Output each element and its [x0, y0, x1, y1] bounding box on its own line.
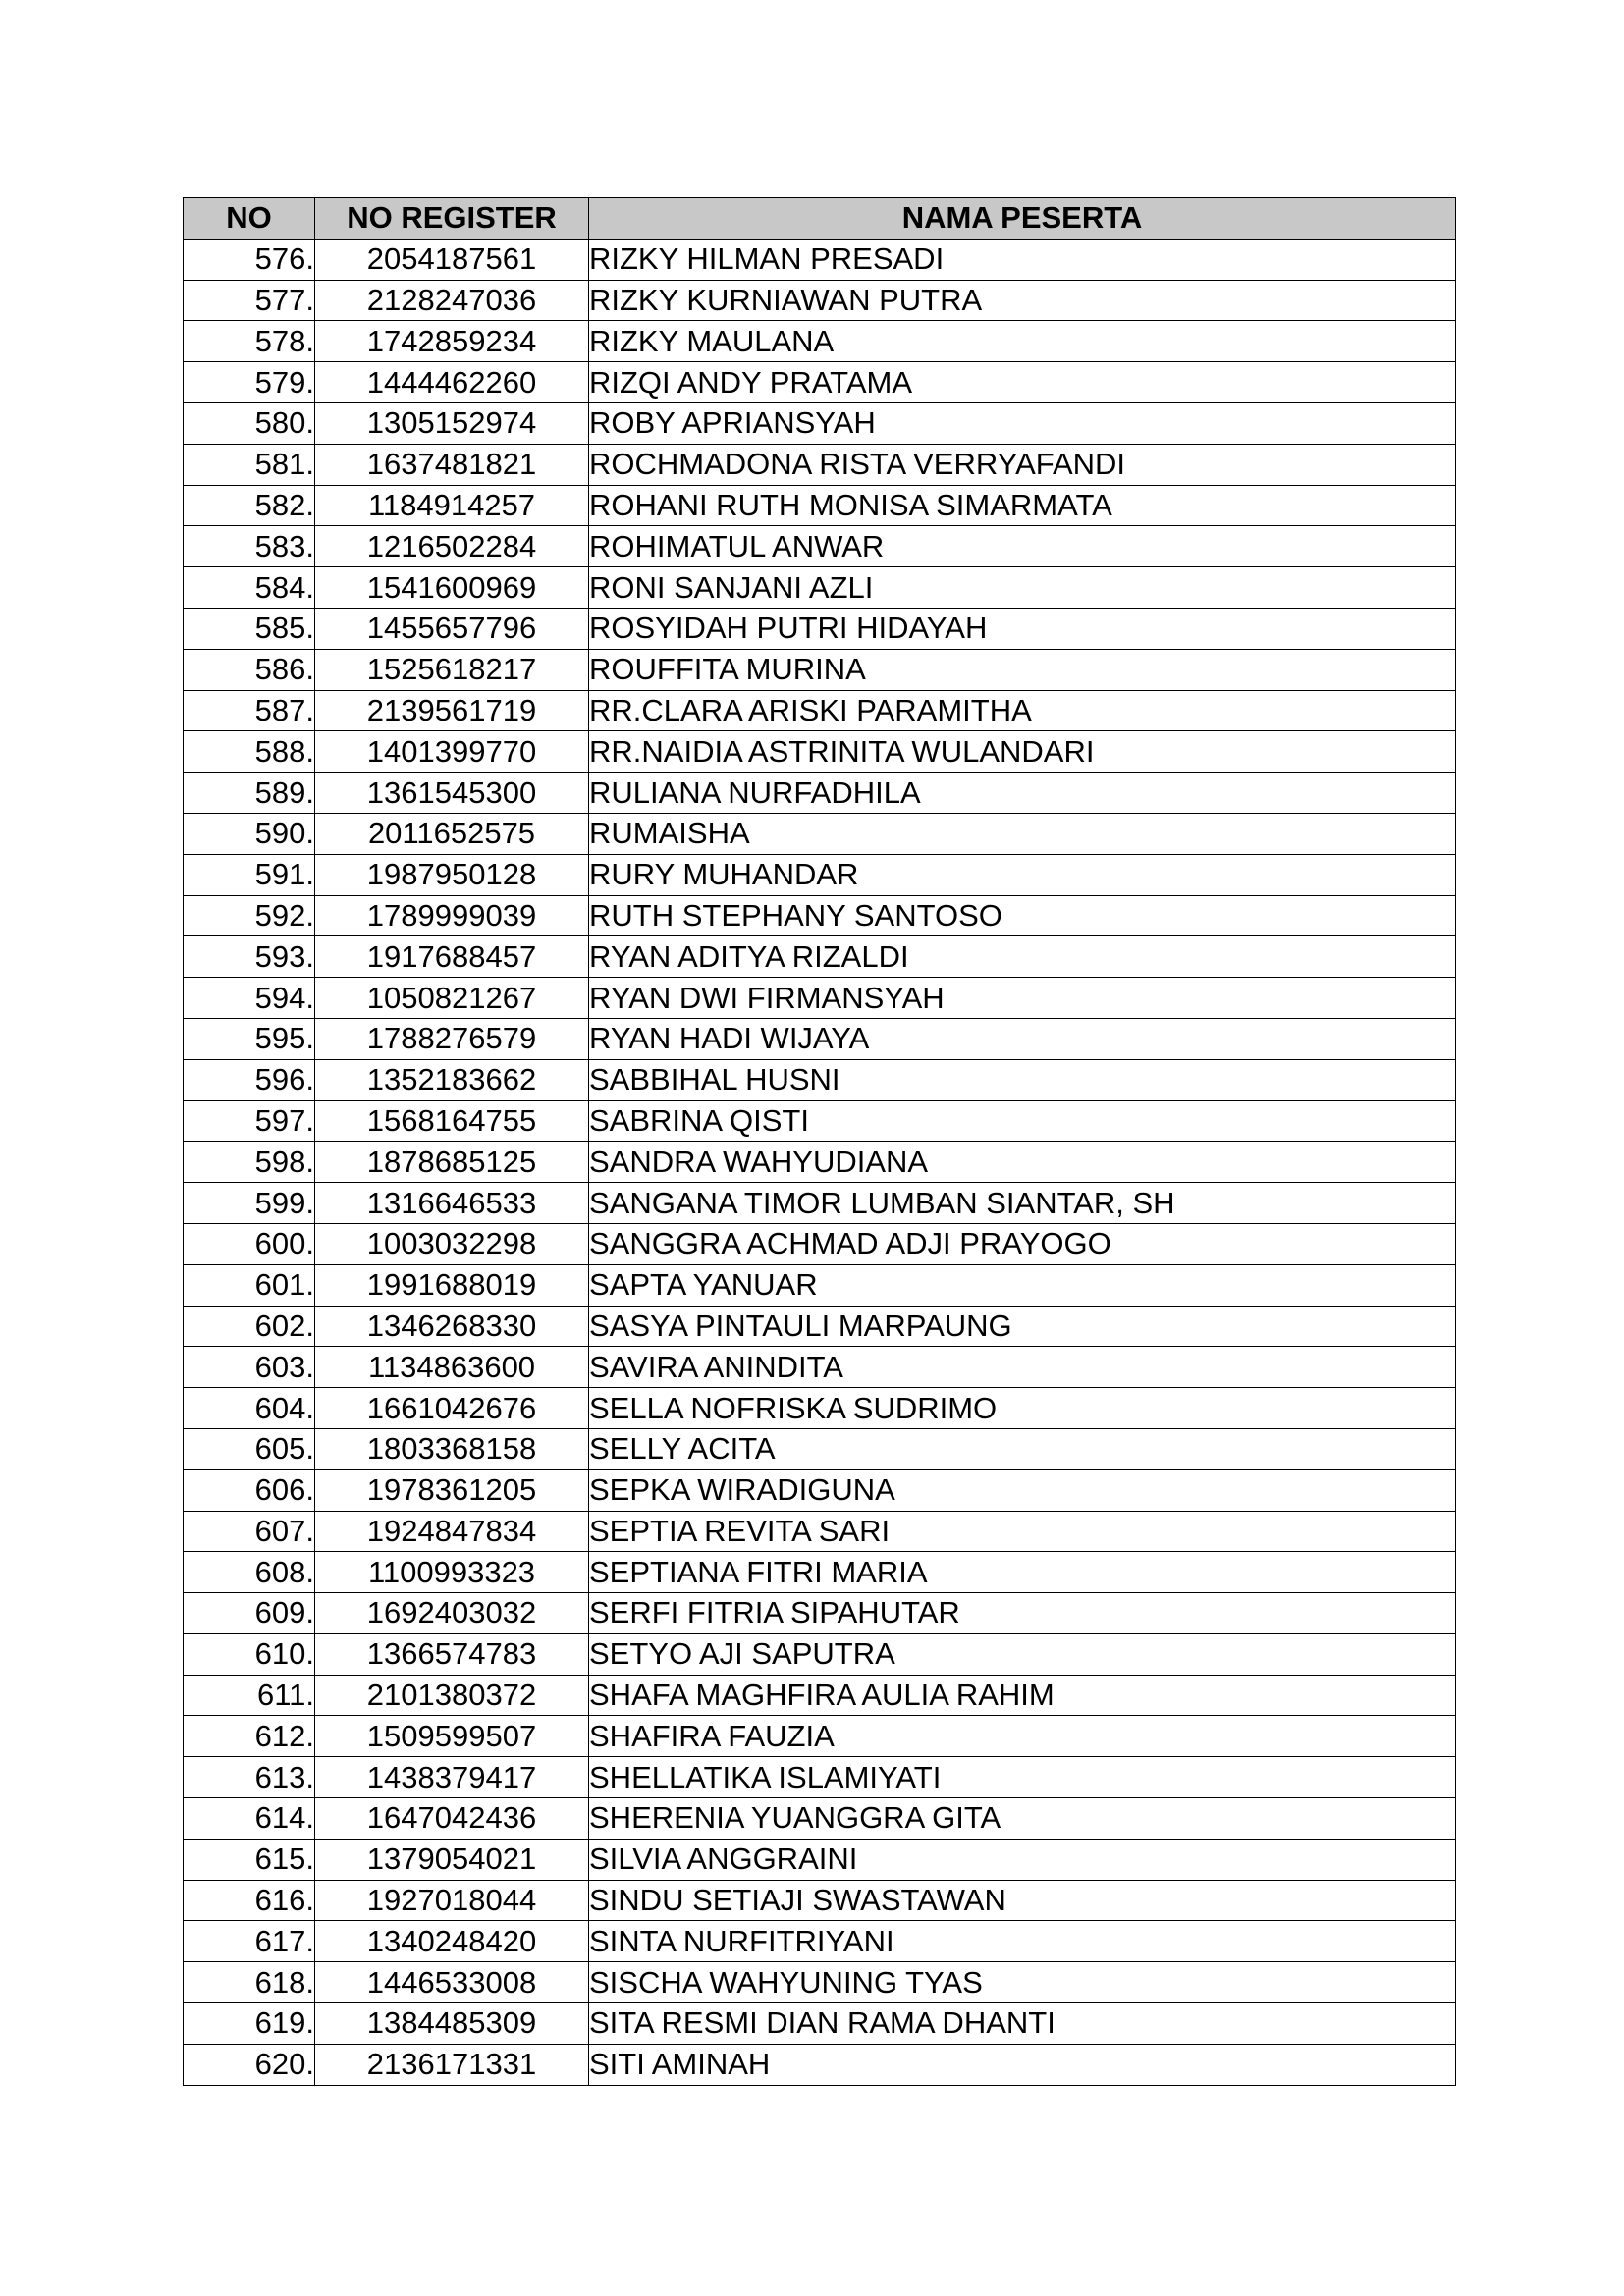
- row-no-cell: 579.: [184, 362, 315, 403]
- row-register-cell: 1316646533: [315, 1183, 589, 1224]
- row-no-cell: 591.: [184, 854, 315, 895]
- row-register-cell: 1978361205: [315, 1469, 589, 1511]
- row-register-cell: 1924847834: [315, 1511, 589, 1552]
- table-row: [184, 526, 1456, 567]
- row-no-cell: 588.: [184, 731, 315, 773]
- row-no-cell: 595.: [184, 1018, 315, 1059]
- row-register-cell: 2011652575: [315, 813, 589, 854]
- row-name-cell: ROHIMATUL ANWAR: [589, 526, 1456, 567]
- row-no-cell: 618.: [184, 1962, 315, 2003]
- table-row: [184, 1716, 1456, 1757]
- row-no-cell: 576.: [184, 239, 315, 280]
- table-row: [184, 2003, 1456, 2045]
- row-name-cell: SHAFIRA FAUZIA: [589, 1716, 1456, 1757]
- table-row: [184, 1798, 1456, 1840]
- header-no: NO: [184, 198, 315, 240]
- row-name-cell: SETYO AJI SAPUTRA: [589, 1633, 1456, 1675]
- row-no-cell: 602.: [184, 1306, 315, 1347]
- row-no-cell: 613.: [184, 1757, 315, 1798]
- row-name-cell: RYAN HADI WIJAYA: [589, 1018, 1456, 1059]
- row-no-cell: 585.: [184, 608, 315, 649]
- table-row: [184, 1223, 1456, 1264]
- row-register-cell: 1134863600: [315, 1347, 589, 1388]
- row-register-cell: 2101380372: [315, 1675, 589, 1716]
- row-register-cell: 1003032298: [315, 1223, 589, 1264]
- table-row: [184, 773, 1456, 814]
- row-name-cell: SANGANA TIMOR LUMBAN SIANTAR, SH: [589, 1183, 1456, 1224]
- table-row: [184, 1059, 1456, 1100]
- row-name-cell: RR.NAIDIA ASTRINITA WULANDARI: [589, 731, 1456, 773]
- row-name-cell: RIZKY MAULANA: [589, 321, 1456, 362]
- table-row: [184, 936, 1456, 978]
- row-name-cell: SINDU SETIAJI SWASTAWAN: [589, 1880, 1456, 1921]
- header-name: NAMA PESERTA: [589, 198, 1456, 240]
- row-register-cell: 1987950128: [315, 854, 589, 895]
- table-row: [184, 1593, 1456, 1634]
- row-register-cell: 1216502284: [315, 526, 589, 567]
- row-no-cell: 580.: [184, 402, 315, 444]
- row-register-cell: 1455657796: [315, 608, 589, 649]
- table-row: [184, 731, 1456, 773]
- row-name-cell: RIZKY HILMAN PRESADI: [589, 239, 1456, 280]
- row-register-cell: 1541600969: [315, 567, 589, 609]
- row-name-cell: SAPTA YANUAR: [589, 1264, 1456, 1306]
- row-register-cell: 1366574783: [315, 1633, 589, 1675]
- table-row: [184, 1428, 1456, 1469]
- row-name-cell: SELLA NOFRISKA SUDRIMO: [589, 1388, 1456, 1429]
- table-row: [184, 1018, 1456, 1059]
- row-no-cell: 598.: [184, 1142, 315, 1183]
- row-name-cell: SHELLATIKA ISLAMIYATI: [589, 1757, 1456, 1798]
- table-row: [184, 444, 1456, 485]
- row-register-cell: 1100993323: [315, 1552, 589, 1593]
- table-row: [184, 1633, 1456, 1675]
- row-register-cell: 1661042676: [315, 1388, 589, 1429]
- row-register-cell: 1525618217: [315, 649, 589, 690]
- row-no-cell: 603.: [184, 1347, 315, 1388]
- row-name-cell: SABBIHAL HUSNI: [589, 1059, 1456, 1100]
- row-no-cell: 617.: [184, 1921, 315, 1962]
- table-body: [184, 239, 1456, 2085]
- row-name-cell: SASYA PINTAULI MARPAUNG: [589, 1306, 1456, 1347]
- table-row: [184, 813, 1456, 854]
- table-row: [184, 1880, 1456, 1921]
- row-no-cell: 578.: [184, 321, 315, 362]
- row-no-cell: 597.: [184, 1100, 315, 1142]
- row-no-cell: 620.: [184, 2044, 315, 2085]
- row-name-cell: RURY MUHANDAR: [589, 854, 1456, 895]
- row-register-cell: 1917688457: [315, 936, 589, 978]
- table-row: [184, 1142, 1456, 1183]
- row-name-cell: RUMAISHA: [589, 813, 1456, 854]
- row-name-cell: RR.CLARA ARISKI PARAMITHA: [589, 690, 1456, 731]
- table-row: [184, 1100, 1456, 1142]
- table-row: [184, 567, 1456, 609]
- row-name-cell: RIZKY KURNIAWAN PUTRA: [589, 280, 1456, 321]
- row-register-cell: 1647042436: [315, 1798, 589, 1840]
- row-no-cell: 615.: [184, 1839, 315, 1880]
- row-name-cell: SITI AMINAH: [589, 2044, 1456, 2085]
- table-row: [184, 1388, 1456, 1429]
- table-row: [184, 1921, 1456, 1962]
- row-name-cell: SANGGRA ACHMAD ADJI PRAYOGO: [589, 1223, 1456, 1264]
- row-no-cell: 614.: [184, 1798, 315, 1840]
- row-no-cell: 619.: [184, 2003, 315, 2045]
- row-name-cell: ROUFFITA MURINA: [589, 649, 1456, 690]
- row-no-cell: 607.: [184, 1511, 315, 1552]
- row-register-cell: 1361545300: [315, 773, 589, 814]
- row-no-cell: 583.: [184, 526, 315, 567]
- table-row: [184, 239, 1456, 280]
- row-name-cell: ROHANI RUTH MONISA SIMARMATA: [589, 485, 1456, 526]
- row-register-cell: 1346268330: [315, 1306, 589, 1347]
- row-register-cell: 1384485309: [315, 2003, 589, 2045]
- row-register-cell: 1637481821: [315, 444, 589, 485]
- row-name-cell: SINTA NURFITRIYANI: [589, 1921, 1456, 1962]
- row-no-cell: 616.: [184, 1880, 315, 1921]
- row-no-cell: 593.: [184, 936, 315, 978]
- row-name-cell: RYAN DWI FIRMANSYAH: [589, 978, 1456, 1019]
- row-name-cell: RULIANA NURFADHILA: [589, 773, 1456, 814]
- row-register-cell: 1568164755: [315, 1100, 589, 1142]
- row-name-cell: SANDRA WAHYUDIANA: [589, 1142, 1456, 1183]
- row-no-cell: 600.: [184, 1223, 315, 1264]
- row-name-cell: SAVIRA ANINDITA: [589, 1347, 1456, 1388]
- row-register-cell: 1444462260: [315, 362, 589, 403]
- table-header: [184, 198, 1456, 240]
- table-row: [184, 1306, 1456, 1347]
- row-no-cell: 594.: [184, 978, 315, 1019]
- row-register-cell: 2136171331: [315, 2044, 589, 2085]
- row-name-cell: RIZQI ANDY PRATAMA: [589, 362, 1456, 403]
- row-register-cell: 2054187561: [315, 239, 589, 280]
- row-name-cell: ROCHMADONA RISTA VERRYAFANDI: [589, 444, 1456, 485]
- row-no-cell: 604.: [184, 1388, 315, 1429]
- table-row: [184, 485, 1456, 526]
- row-name-cell: SHERENIA YUANGGRA GITA: [589, 1798, 1456, 1840]
- row-name-cell: RYAN ADITYA RIZALDI: [589, 936, 1456, 978]
- row-no-cell: 610.: [184, 1633, 315, 1675]
- row-no-cell: 609.: [184, 1593, 315, 1634]
- row-register-cell: 2139561719: [315, 690, 589, 731]
- row-no-cell: 584.: [184, 567, 315, 609]
- row-name-cell: SHAFA MAGHFIRA AULIA RAHIM: [589, 1675, 1456, 1716]
- row-name-cell: SEPTIANA FITRI MARIA: [589, 1552, 1456, 1593]
- header-row: [184, 198, 1456, 240]
- table-row: [184, 649, 1456, 690]
- row-register-cell: 1927018044: [315, 1880, 589, 1921]
- table-row: [184, 402, 1456, 444]
- row-name-cell: ROBY APRIANSYAH: [589, 402, 1456, 444]
- participant-table: [183, 197, 1456, 2086]
- row-name-cell: SEPTIA REVITA SARI: [589, 1511, 1456, 1552]
- row-no-cell: 596.: [184, 1059, 315, 1100]
- row-register-cell: 1991688019: [315, 1264, 589, 1306]
- row-no-cell: 587.: [184, 690, 315, 731]
- row-no-cell: 599.: [184, 1183, 315, 1224]
- row-register-cell: 1438379417: [315, 1757, 589, 1798]
- row-register-cell: 1878685125: [315, 1142, 589, 1183]
- row-no-cell: 590.: [184, 813, 315, 854]
- table-row: [184, 1839, 1456, 1880]
- table-row: [184, 1552, 1456, 1593]
- row-register-cell: 2128247036: [315, 280, 589, 321]
- table-row: [184, 1675, 1456, 1716]
- row-name-cell: SABRINA QISTI: [589, 1100, 1456, 1142]
- row-name-cell: ROSYIDAH PUTRI HIDAYAH: [589, 608, 1456, 649]
- table-row: [184, 1183, 1456, 1224]
- row-no-cell: 589.: [184, 773, 315, 814]
- row-no-cell: 581.: [184, 444, 315, 485]
- row-register-cell: 1692403032: [315, 1593, 589, 1634]
- row-register-cell: 1401399770: [315, 731, 589, 773]
- row-register-cell: 1340248420: [315, 1921, 589, 1962]
- table-row: [184, 1264, 1456, 1306]
- row-name-cell: SEPKA WIRADIGUNA: [589, 1469, 1456, 1511]
- row-name-cell: SITA RESMI DIAN RAMA DHANTI: [589, 2003, 1456, 2045]
- row-register-cell: 1379054021: [315, 1839, 589, 1880]
- table-row: [184, 362, 1456, 403]
- table-row: [184, 1757, 1456, 1798]
- table-row: [184, 978, 1456, 1019]
- row-register-cell: 1305152974: [315, 402, 589, 444]
- table-row: [184, 2044, 1456, 2085]
- row-register-cell: 1050821267: [315, 978, 589, 1019]
- row-no-cell: 608.: [184, 1552, 315, 1593]
- table-row: [184, 608, 1456, 649]
- row-no-cell: 606.: [184, 1469, 315, 1511]
- row-no-cell: 611.: [184, 1675, 315, 1716]
- row-register-cell: 1789999039: [315, 895, 589, 936]
- row-no-cell: 612.: [184, 1716, 315, 1757]
- table-row: [184, 690, 1456, 731]
- row-no-cell: 577.: [184, 280, 315, 321]
- table-row: [184, 1347, 1456, 1388]
- row-register-cell: 1446533008: [315, 1962, 589, 2003]
- table-row: [184, 854, 1456, 895]
- row-no-cell: 592.: [184, 895, 315, 936]
- row-register-cell: 1788276579: [315, 1018, 589, 1059]
- row-no-cell: 582.: [184, 485, 315, 526]
- table-row: [184, 1511, 1456, 1552]
- row-name-cell: SISCHA WAHYUNING TYAS: [589, 1962, 1456, 2003]
- row-no-cell: 605.: [184, 1428, 315, 1469]
- row-name-cell: RONI SANJANI AZLI: [589, 567, 1456, 609]
- table-row: [184, 1962, 1456, 2003]
- row-name-cell: RUTH STEPHANY SANTOSO: [589, 895, 1456, 936]
- header-register: NO REGISTER: [315, 198, 589, 240]
- row-register-cell: 1352183662: [315, 1059, 589, 1100]
- table-row: [184, 321, 1456, 362]
- row-name-cell: SELLY ACITA: [589, 1428, 1456, 1469]
- table-row: [184, 895, 1456, 936]
- row-register-cell: 1742859234: [315, 321, 589, 362]
- row-name-cell: SERFI FITRIA SIPAHUTAR: [589, 1593, 1456, 1634]
- table-row: [184, 280, 1456, 321]
- row-register-cell: 1184914257: [315, 485, 589, 526]
- row-register-cell: 1803368158: [315, 1428, 589, 1469]
- row-no-cell: 601.: [184, 1264, 315, 1306]
- table-row: [184, 1469, 1456, 1511]
- row-no-cell: 586.: [184, 649, 315, 690]
- row-register-cell: 1509599507: [315, 1716, 589, 1757]
- row-name-cell: SILVIA ANGGRAINI: [589, 1839, 1456, 1880]
